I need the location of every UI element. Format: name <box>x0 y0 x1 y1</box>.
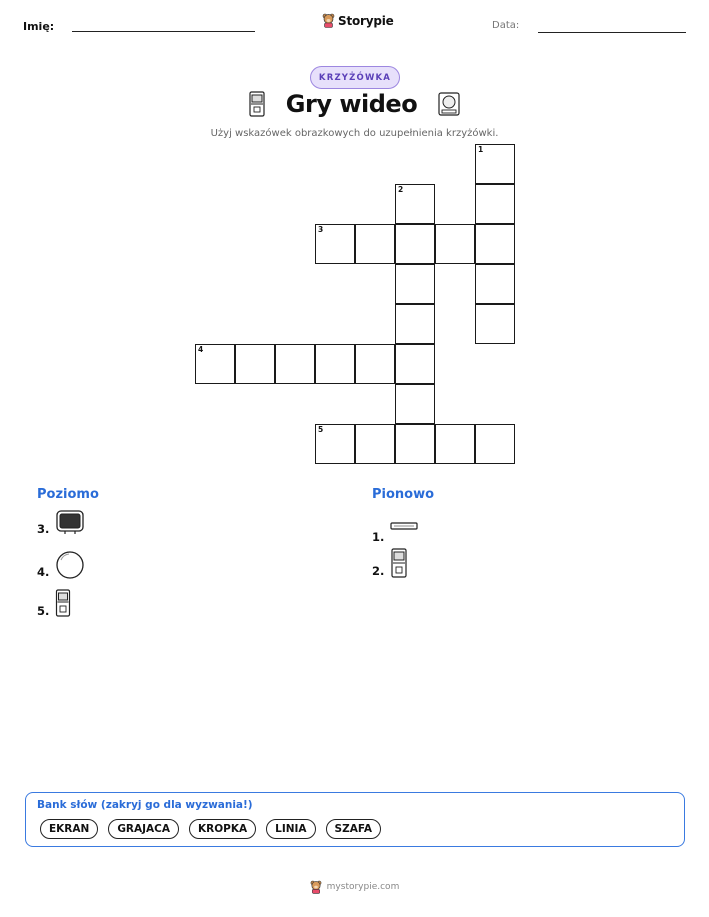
clue-number: 5. <box>37 604 50 618</box>
arcade-machine-icon <box>437 91 461 117</box>
clue-number: 1. <box>372 530 385 544</box>
word-bank-list <box>40 819 381 839</box>
grid-cell[interactable] <box>475 224 515 264</box>
word-chip: LINIA <box>266 819 315 839</box>
grid-cell[interactable] <box>235 344 275 384</box>
brand-logo <box>322 13 394 28</box>
word-chip: GRAJACA <box>108 819 179 839</box>
down-heading: Pionowo <box>372 487 435 502</box>
worksheet-type-badge: KRZYŻÓWKA <box>310 66 400 89</box>
footer <box>0 880 709 894</box>
word-chip: SZAFA <box>326 819 381 839</box>
grid-cell[interactable] <box>395 424 435 464</box>
circle-dot-icon <box>55 550 85 580</box>
clue-number: 2. <box>372 564 385 578</box>
grid-cell[interactable] <box>395 344 435 384</box>
grid-cell[interactable] <box>315 344 355 384</box>
footer-url[interactable]: mystorypie.com <box>326 882 400 892</box>
grid-cell[interactable] <box>435 424 475 464</box>
page-title: Gry wideo <box>285 90 418 118</box>
grid-cell[interactable] <box>475 264 515 304</box>
grid-cell[interactable] <box>475 184 515 224</box>
clue-down-2 <box>372 548 408 578</box>
clue-number: 4 <box>198 345 204 354</box>
grid-cell[interactable] <box>195 344 235 384</box>
grid-cell[interactable] <box>355 424 395 464</box>
clue-number: 5 <box>318 425 324 434</box>
grid-cell[interactable] <box>395 224 435 264</box>
name-line[interactable] <box>72 31 255 32</box>
grid-cell[interactable] <box>395 264 435 304</box>
date-label: Data: <box>492 20 520 31</box>
instructions: Użyj wskazówek obrazkowych do uzupełnienia krzyżówki. <box>210 128 499 139</box>
clue-number: 3. <box>37 522 50 536</box>
clue-number: 2 <box>398 185 404 194</box>
crt-screen-icon <box>55 509 85 535</box>
bear-mascot-icon <box>322 13 335 28</box>
word-bank-title: Bank słów (zakryj go dla wyzwania!) <box>37 799 253 811</box>
clue-across-3 <box>37 508 85 536</box>
grid-cell[interactable] <box>475 424 515 464</box>
grid-cell[interactable] <box>355 224 395 264</box>
grid-cell[interactable] <box>315 224 355 264</box>
bear-mascot-icon <box>310 880 322 894</box>
grid-cell[interactable] <box>395 304 435 344</box>
arcade-machine-icon <box>390 548 408 578</box>
arcade-cabinet-icon <box>248 91 266 117</box>
title-row <box>0 90 709 118</box>
grid-cell[interactable] <box>435 224 475 264</box>
clue-down-1 <box>372 508 418 544</box>
grid-cell[interactable] <box>395 184 435 224</box>
grid-cell[interactable] <box>475 304 515 344</box>
word-chip: KROPKA <box>189 819 256 839</box>
line-bar-icon <box>390 521 418 531</box>
word-chip: EKRAN <box>40 819 98 839</box>
grid-cell[interactable] <box>395 384 435 424</box>
date-line[interactable] <box>538 32 686 33</box>
across-heading: Poziomo <box>37 487 99 502</box>
clue-number: 1 <box>478 145 484 154</box>
grid-cell[interactable] <box>315 424 355 464</box>
clue-number: 4. <box>37 565 50 579</box>
clue-across-4 <box>37 550 85 580</box>
grid-cell[interactable] <box>475 144 515 184</box>
brand-name: Storypie <box>338 13 394 28</box>
clue-across-5 <box>37 588 71 618</box>
clue-number: 3 <box>318 225 324 234</box>
arcade-cabinet-icon <box>55 589 71 617</box>
word-bank <box>25 792 685 847</box>
name-label: Imię: <box>23 20 55 33</box>
grid-cell[interactable] <box>355 344 395 384</box>
grid-cell[interactable] <box>275 344 315 384</box>
